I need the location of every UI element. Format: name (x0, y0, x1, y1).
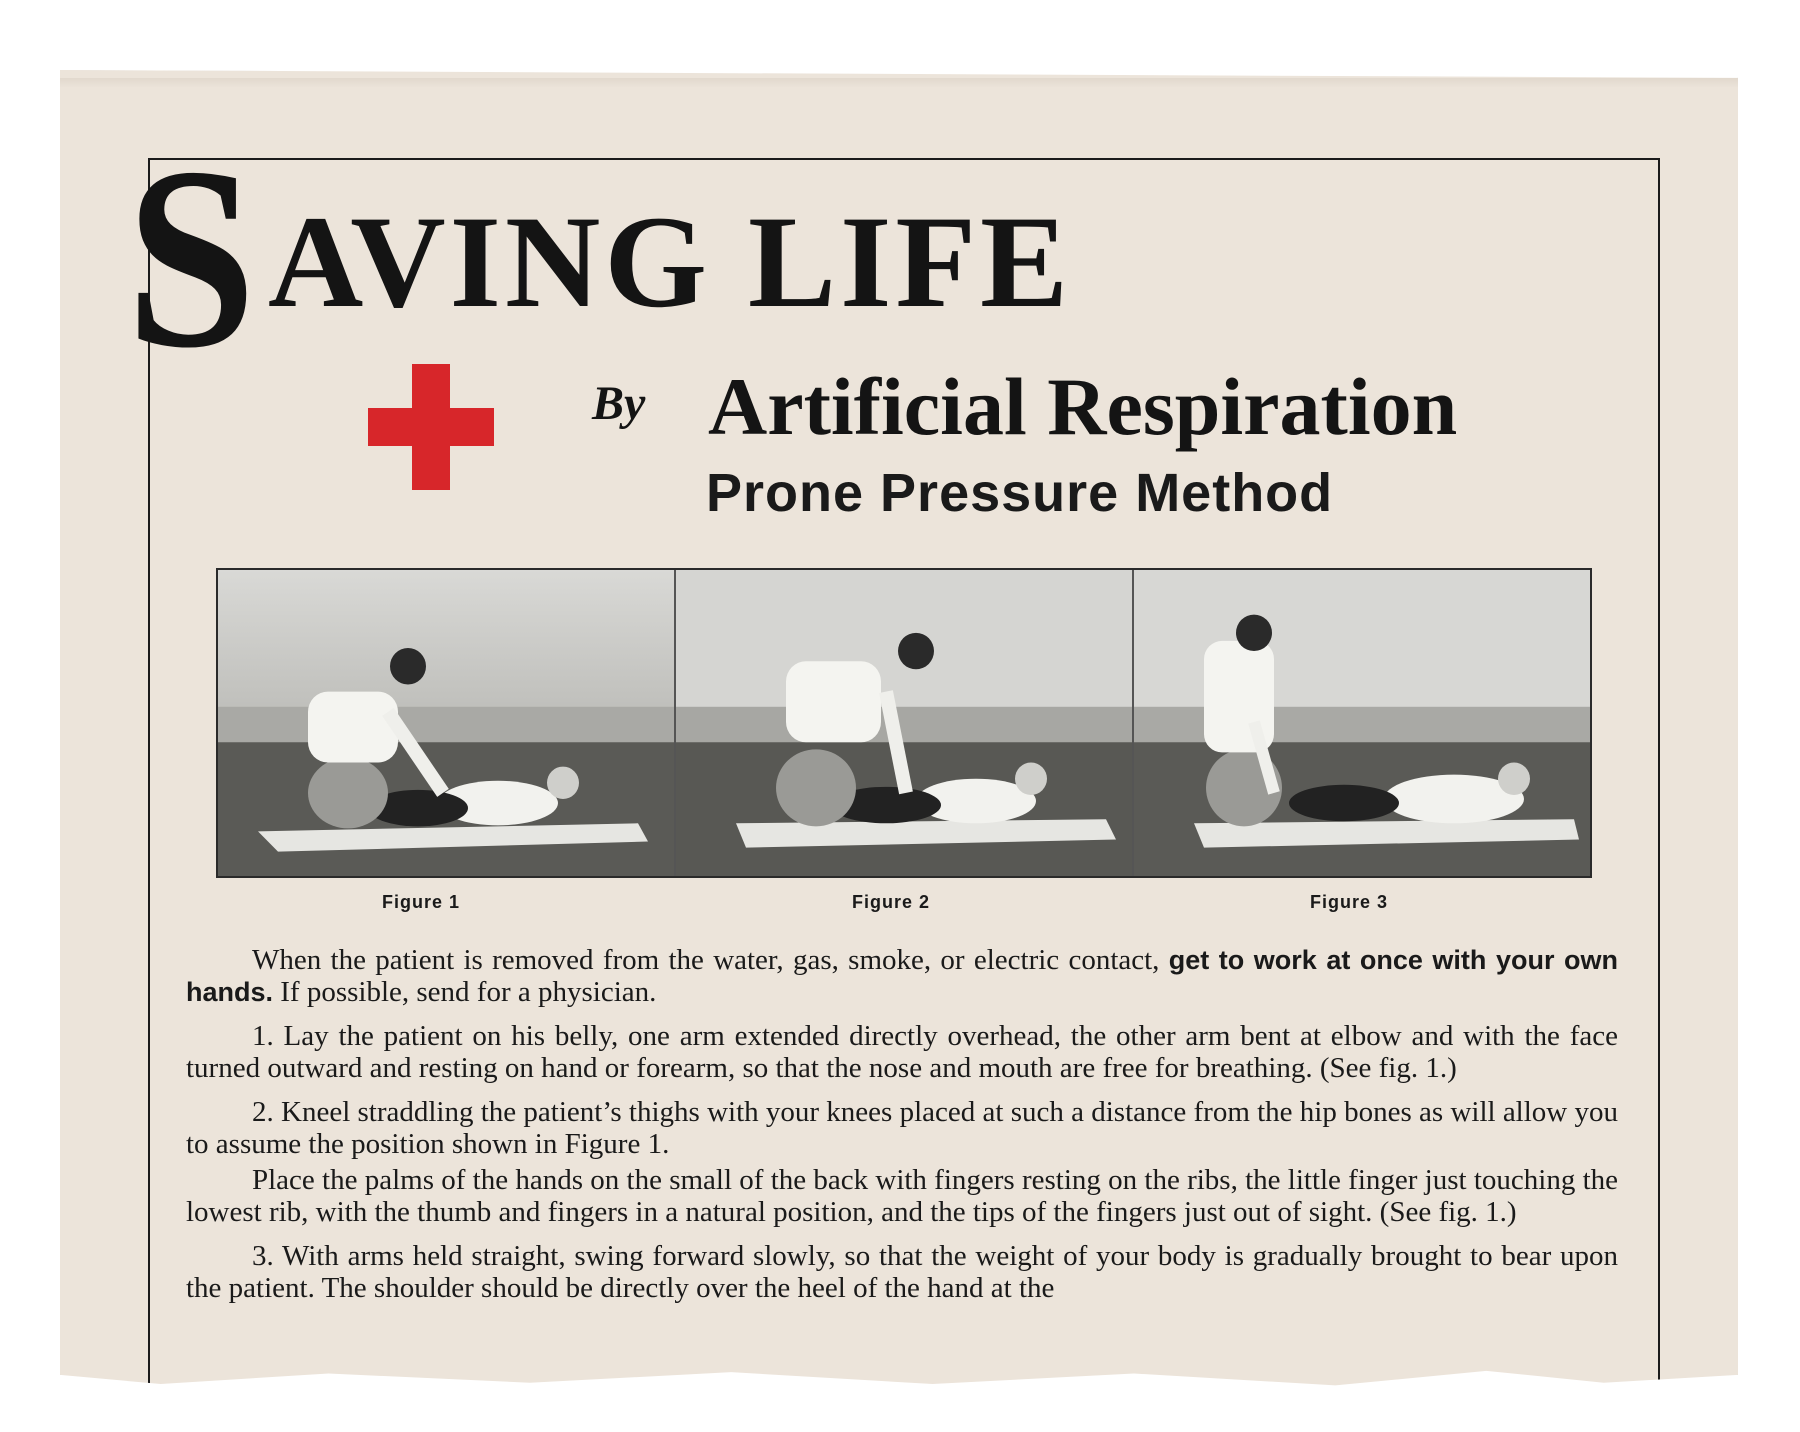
paper-fold (60, 78, 1738, 88)
figure-1-caption: Figure 1 (382, 892, 461, 912)
step-2-paragraph: 2. Kneel straddling the patient’s thighs with your knees placed at such a distance from the hip bones as will allow you to assume the position shown in Figure 1. (186, 1096, 1618, 1160)
figure-2-caption: Figure 2 (852, 892, 931, 912)
figure-2-photo (676, 570, 1134, 876)
subtitle-main: Artificial Respiration (708, 361, 1458, 452)
instructions-text (186, 944, 1618, 1316)
figure-1-photo (218, 570, 676, 876)
step-2b-paragraph: Place the palms of the hands on the small of the back with fingers resting on the ribs, the little finger just touching the lowest rib, with the thumb and fingers in a natural position, and the tips of the fingers just out of sight. (See fig. 1.) (186, 1164, 1618, 1228)
red-cross-icon (368, 364, 494, 490)
intro-bold-text: get to work at once with your own hands. (186, 945, 1618, 1007)
subtitle-by: By (592, 377, 646, 430)
figure-3-caption: Figure 3 (1310, 892, 1389, 912)
step-3-paragraph: 3. With arms held straight, swing forward slowly, so that the weight of your body is gradually brought to bear upon the patient. The shoulder should be directly over the heel of the hand at the (186, 1240, 1618, 1304)
step-1-paragraph: 1. Lay the patient on his belly, one arm extended directly overhead, the other arm bent at elbow and with the face turned outward and resting on hand or forearm, so that the nose and mouth are free for breathing. (See fig. 1.) (186, 1020, 1618, 1084)
title-initial: S (126, 114, 257, 402)
title-text: AVING LIFE (268, 188, 1073, 335)
figure-3-photo (1134, 570, 1590, 876)
subtitle-method: Prone Pressure Method (706, 463, 1334, 523)
figure-strip (216, 568, 1592, 878)
intro-paragraph: When the patient is removed from the water, gas, smoke, or electric contact, get to work at once with your own hands. If possible, send for a physician. (186, 944, 1618, 1008)
